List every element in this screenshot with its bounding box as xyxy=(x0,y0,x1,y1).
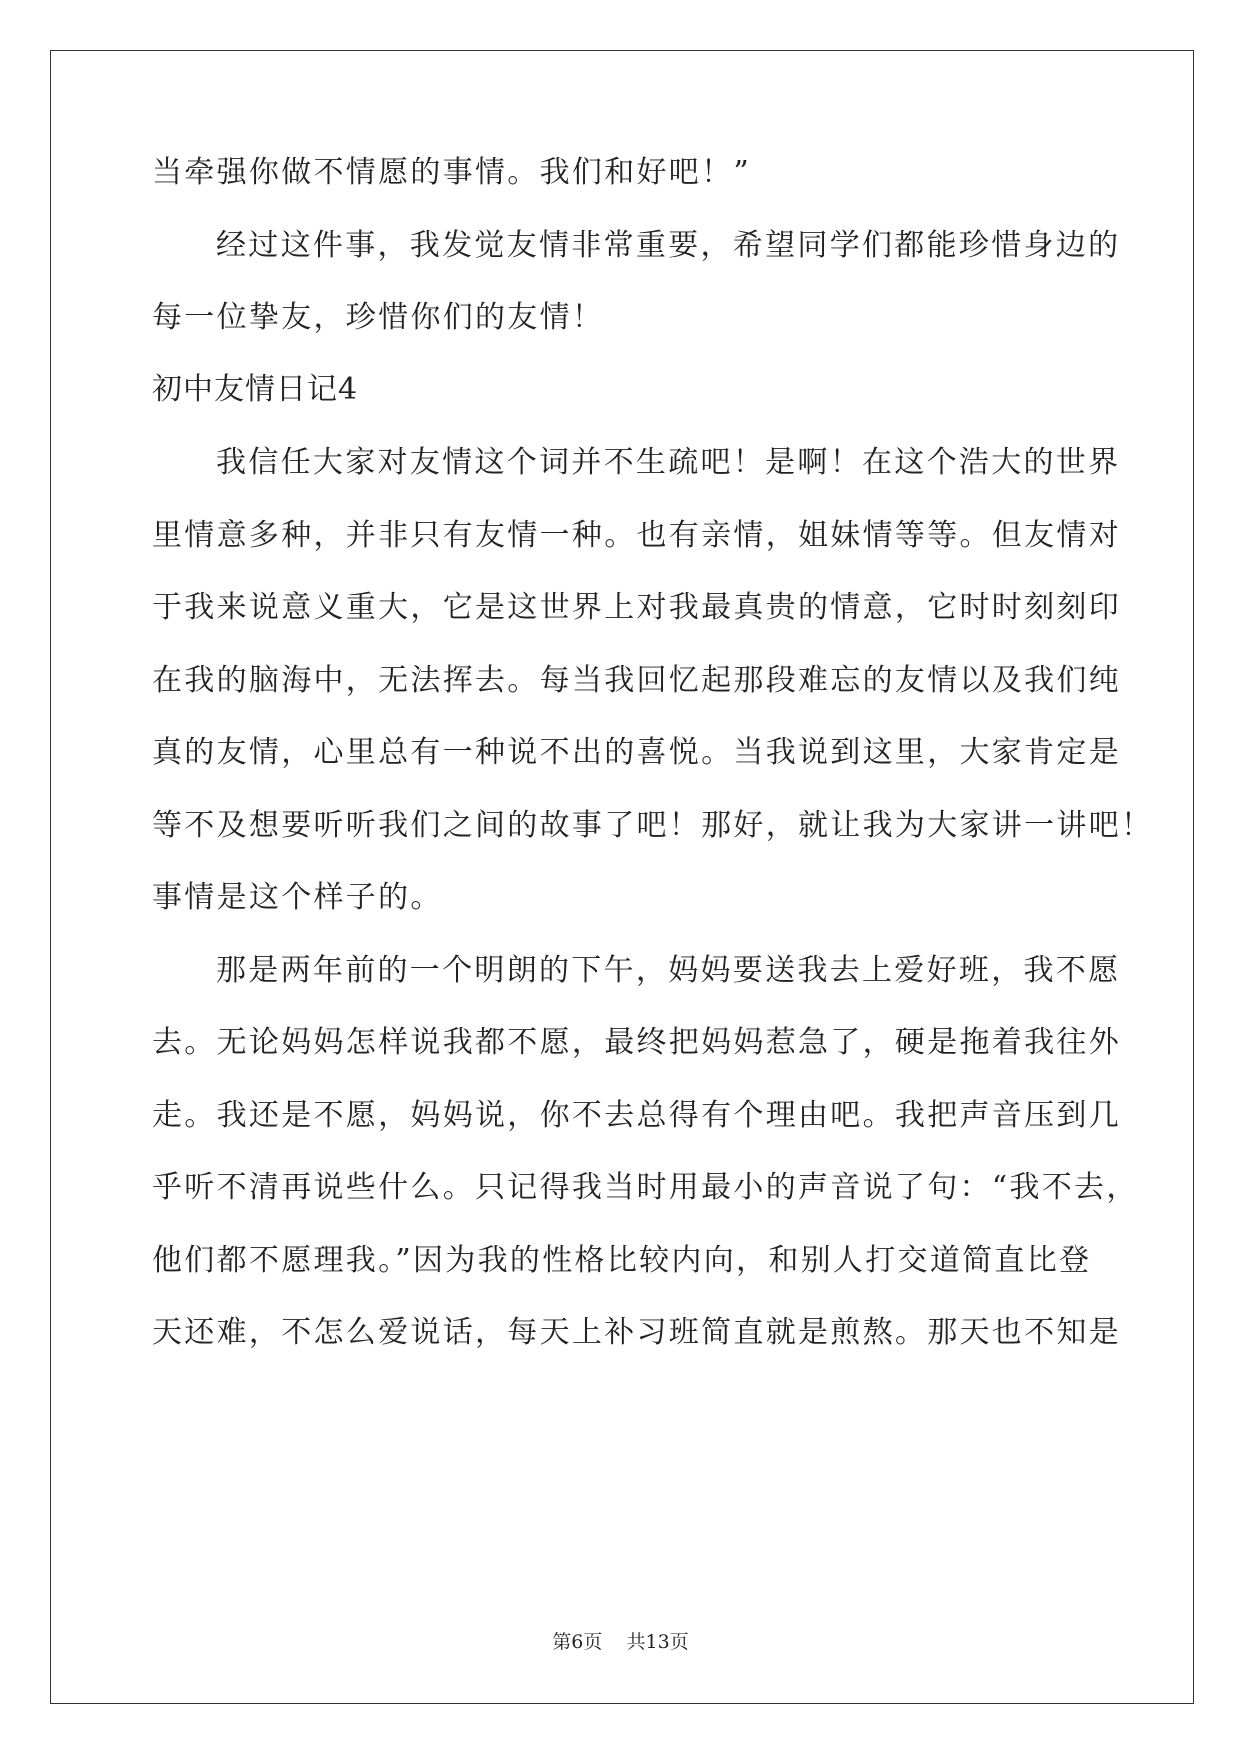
text-line: 于我来说意义重大，它是这世界上对我最真贵的情意，它时时刻刻印 xyxy=(152,590,1121,625)
text-line: 去。无论妈妈怎样说我都不愿，最终把妈妈惹急了，硬是拖着我往外 xyxy=(152,1025,1121,1060)
page-total: 共13页 xyxy=(626,1631,689,1653)
text-line: 天还难，不怎么爱说话，每天上补习班简直就是煎熬。那天也不知是 xyxy=(152,1315,1121,1350)
text-line: 事情是这个样子的。 xyxy=(152,880,443,915)
paragraph-first-line: 那是两年前的一个明朗的下午，妈妈要送我去上爱好班，我不愿 xyxy=(216,953,1121,988)
text-line: 乎听不清再说些什么。只记得我当时用最小的声音说了句：“我不去， xyxy=(152,1170,1139,1205)
text-line: 他们都不愿理我。”因为我的性格比较内向，和别人打交道简直比登 xyxy=(152,1243,1092,1278)
text-line: 等不及想要听听我们之间的故事了吧！那好，就让我为大家讲一讲吧！ xyxy=(152,808,1154,843)
text-line: 在我的脑海中，无法挥去。每当我回忆起那段难忘的友情以及我们纯 xyxy=(152,663,1121,698)
footer-spacer xyxy=(602,1631,626,1653)
text-line: 每一位挚友，珍惜你们的友情！ xyxy=(152,300,605,335)
paragraph-first-line: 经过这件事，我发觉友情非常重要，希望同学们都能珍惜身边的 xyxy=(216,228,1121,263)
section-heading: 初中友情日记4 xyxy=(152,372,359,407)
paragraph-first-line: 我信任大家对友情这个词并不生疏吧！是啊！在这个浩大的世界 xyxy=(216,445,1121,480)
page-footer xyxy=(0,1630,1241,1654)
text-line: 当牵强你做不情愿的事情。我们和好吧！” xyxy=(152,155,752,190)
text-line: 真的友情，心里总有一种说不出的喜悦。当我说到这里，大家肯定是 xyxy=(152,735,1121,770)
page-number: 第6页 xyxy=(552,1631,603,1653)
text-line: 里情意多种，并非只有友情一种。也有亲情，姐妹情等等。但友情对 xyxy=(152,518,1121,553)
text-line: 走。我还是不愿，妈妈说，你不去总得有个理由吧。我把声音压到几 xyxy=(152,1098,1121,1133)
